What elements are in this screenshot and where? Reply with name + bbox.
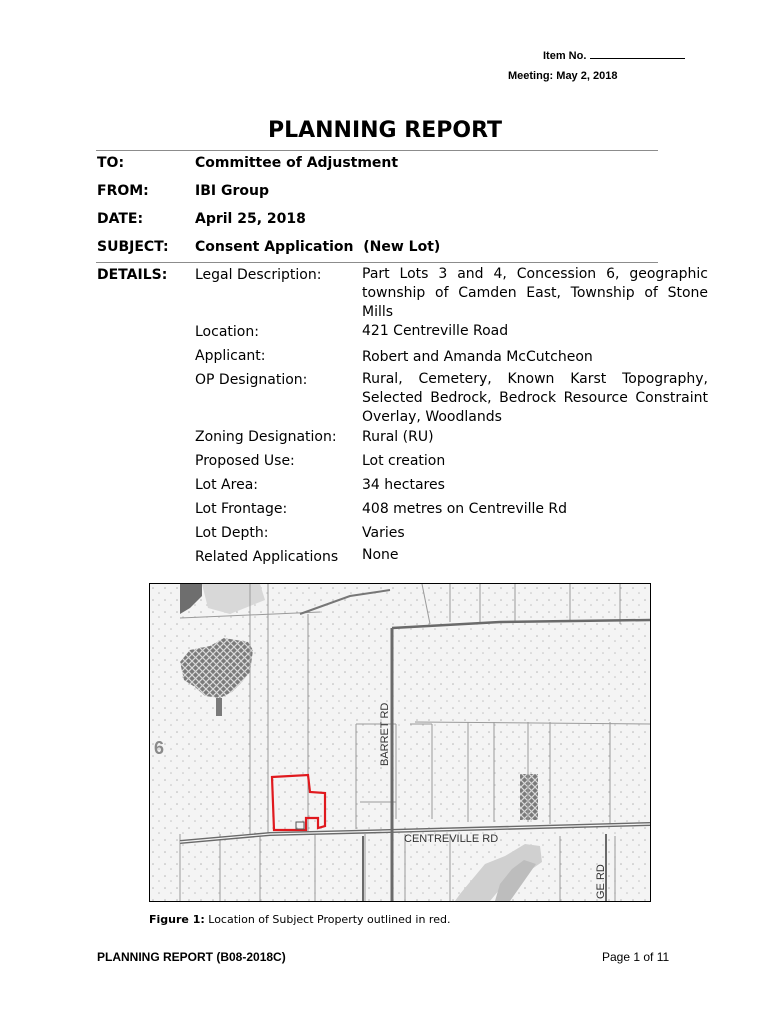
detail-label-lot-depth: Lot Depth: (195, 525, 269, 541)
detail-label-lot-frontage: Lot Frontage: (195, 501, 288, 517)
detail-label-zoning: Zoning Designation: (195, 429, 337, 445)
location-map (149, 583, 651, 902)
title-divider (96, 150, 658, 151)
detail-value-zoning: Rural (RU) (362, 429, 434, 445)
hatched-karst-strip (216, 698, 222, 716)
barret-road-label: BARRET RD (379, 702, 391, 766)
detail-value-lot-frontage: 408 metres on Centreville Rd (362, 501, 568, 517)
details-label: DETAILS: (97, 267, 168, 283)
to-label: TO: (97, 155, 125, 171)
map-background (150, 584, 650, 901)
to-value: Committee of Adjustment (195, 155, 399, 171)
detail-label-legal: Legal Description: (195, 267, 322, 283)
detail-label-proposed-use: Proposed Use: (195, 453, 295, 469)
detail-value-applicant: Robert and Amanda McCutcheon (362, 349, 593, 365)
detail-value-op: Rural, Cemetery, Known Karst Topography, Selected Bedrock, Bedrock Resource Constraint Overlay, Woodlands (362, 371, 708, 425)
detail-value-location: 421 Centreville Road (362, 323, 509, 339)
detail-value-related: None (362, 547, 399, 563)
subject-divider (96, 262, 658, 263)
location-map-drawing (150, 584, 650, 901)
detail-label-lot-area: Lot Area: (195, 477, 258, 493)
detail-label-applicant: Applicant: (195, 348, 266, 364)
footer-report-id: PLANNING REPORT (B08-2018C) (97, 950, 286, 964)
detail-value-lot-area: 34 hectares (362, 477, 445, 493)
concession-label: 6 (154, 738, 165, 758)
detail-value-lot-depth: Varies (362, 525, 405, 541)
subject-value: Consent Application (New Lot) (195, 239, 441, 255)
centreville-road-label: CENTREVILLE RD (404, 833, 499, 845)
date-label: DATE: (97, 211, 144, 227)
item-number-label: Item No. (543, 50, 587, 62)
detail-value-proposed-use: Lot creation (362, 453, 446, 469)
partial-road-label: GE RD (595, 864, 607, 899)
detail-label-location: Location: (195, 324, 259, 340)
detail-label-op: OP Designation: (195, 372, 308, 388)
page-title: PLANNING REPORT (267, 118, 503, 143)
detail-value-legal: Part Lots 3 and 4, Concession 6, geographic township of Camden East, Township of Stone Mills (362, 266, 708, 320)
detail-label-related: Related Applications (195, 549, 339, 565)
item-number-blank (590, 48, 685, 59)
date-value: April 25, 2018 (195, 211, 306, 227)
hatched-karst-area-east (520, 774, 538, 820)
meeting-date: Meeting: May 2, 2018 (508, 70, 618, 82)
figure-caption-prefix: Figure 1: (149, 913, 205, 926)
figure-caption-text: Location of Subject Property outlined in red. (204, 913, 451, 926)
from-label: FROM: (97, 183, 149, 199)
item-number (543, 48, 685, 62)
subject-label: SUBJECT: (97, 239, 169, 255)
from-value: IBI Group (195, 183, 269, 199)
footer-page-number: Page 1 of 11 (602, 950, 670, 964)
figure-caption (149, 913, 450, 926)
